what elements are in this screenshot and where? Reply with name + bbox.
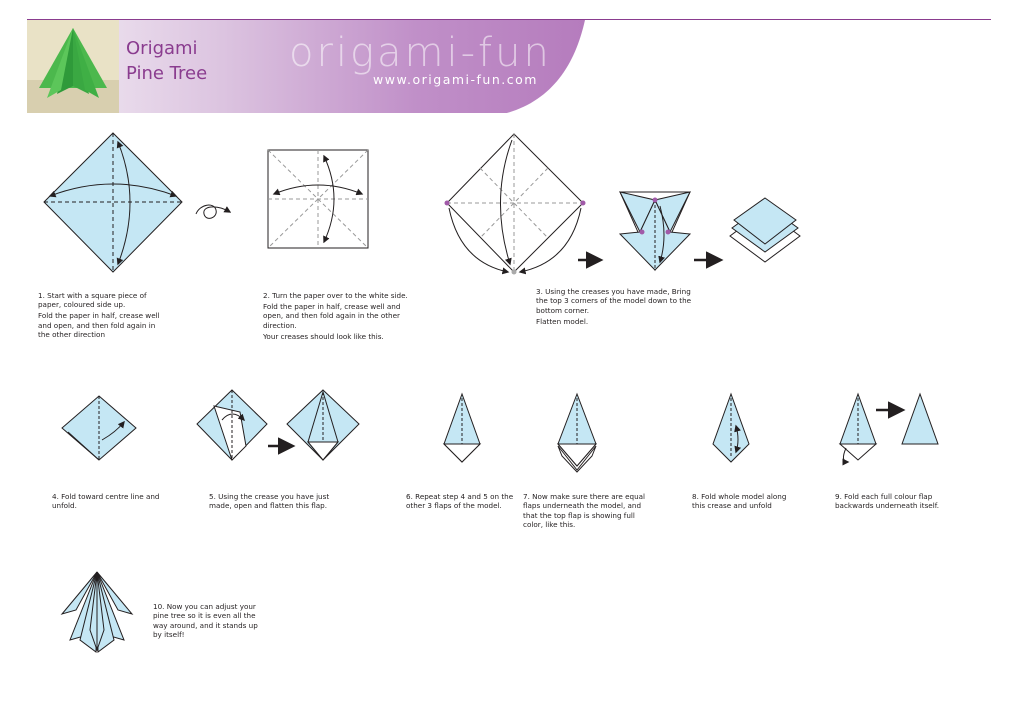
step7-diagram [558,394,596,472]
step1-diagram [44,133,230,272]
step10-diagram [62,572,132,652]
step-5-line-1: 5. Using the crease you have just made, open and flatten this flap. [209,492,330,511]
step-7-text [523,492,648,531]
step-7-line-1: 7. Now make sure there are equal flaps underneath the model, and that the top flap is showing full color, like this. [523,492,646,530]
step-1-line-2: Fold the paper in half, crease well and open, and then fold again in the other direction [38,311,160,340]
step-3-text [536,287,696,328]
step-3-line-2: Flatten model. [536,316,589,326]
step-8-text [692,492,792,512]
step-2-line-2: Fold the paper in half, crease well and open, and then fold again in the other direction. [263,301,401,330]
site-url: www.origami-fun.com [373,72,538,87]
brand-logo: origami-fun [289,30,552,76]
step2-diagram [268,150,368,248]
title-line-2: Pine Tree [126,63,208,84]
step-6-line-1: 6. Repeat step 4 and 5 on the other 3 flaps of the model. [406,492,514,511]
step6-diagram [444,394,480,462]
step-2-line-1: 2. Turn the paper over to the white side. [263,291,408,300]
step-9-text [835,492,960,512]
step8-diagram [713,394,749,462]
step5-diagram [197,390,359,460]
step-10-text [153,602,263,641]
step-3-line-1: 3. Using the creases you have made, Bring the top 3 corners of the model down to the bottom corner. [536,287,692,315]
step-2-line-3: Your creases should look like this. [263,331,384,341]
step3-diagram [445,134,801,275]
turn-over-icon [196,205,230,218]
step-4-text [52,492,172,512]
step9-diagram [840,394,938,462]
step-2-text [263,291,408,343]
step-1-line-1: 1. Start with a square piece of paper, coloured side up. [38,291,147,310]
step-10-line-1: 10. Now you can adjust your pine tree so it is even all the way around, and it stands up by itself! [153,602,258,640]
step-1-text [38,291,168,341]
title-line-1: Origami [126,38,198,59]
step-6-text [406,492,516,512]
step-4-line-1: 4. Fold toward centre line and unfold. [52,492,160,511]
step-5-text [209,492,354,512]
step-8-line-1: 8. Fold whole model along this crease and unfold [692,492,787,511]
step-9-line-1: 9. Fold each full colour flap backwards underneath itself. [835,492,940,511]
step4-diagram [62,396,136,460]
